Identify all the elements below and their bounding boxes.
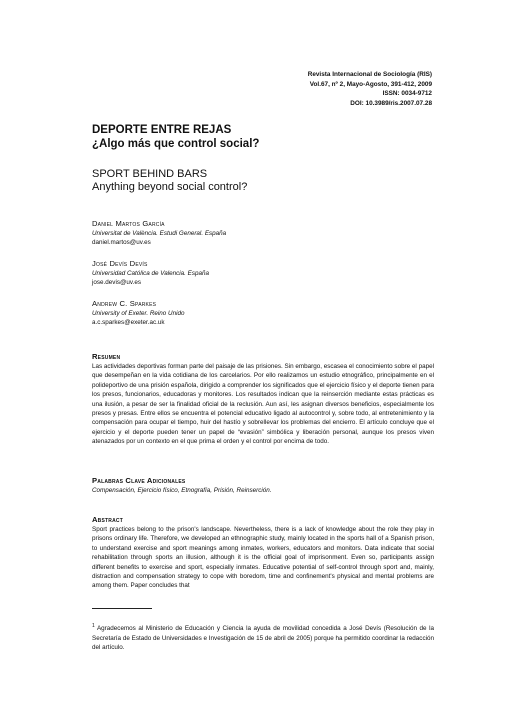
title-spanish-main: DEPORTE ENTRE REJAS — [92, 124, 232, 136]
footnote-marker: 1 — [92, 623, 95, 629]
author-entry — [92, 218, 432, 247]
author-entry — [92, 298, 432, 327]
title-english — [92, 168, 432, 194]
footnote-divider — [92, 608, 152, 609]
keywords-heading: Palabras Clave Adicionales — [92, 476, 186, 485]
resumen-heading: Resumen — [92, 352, 121, 361]
abstract-body: Sport practices belong to the prison's landscape. Nevertheless, there is a lack of knowledge about the role they play in prisons ordinary life. Therefore, we developed an ethnographic study, mainly located in the sports hall of a Spanish prison, to understand exercise and sport meanings among inmates, workers, educators and monitors. Data indicate that social rehabilitation through sports an illusion, although it is the official goal of imprisonment. Even so, participants assign different benefits to exercise and sport, especially inmates. Educative potential of self-control through sport and, mainly, distraction and compensation strategy to cope with boredom, time and confinement's physical and mental problems are among them. Paper concludes that — [92, 526, 434, 590]
keywords-body: Compensación, Ejercicio físico, Etnografía, Prisión, Reinserción. — [92, 487, 272, 494]
title-block — [92, 124, 432, 194]
abstract-section — [92, 515, 434, 591]
journal-header — [308, 70, 432, 108]
title-spanish-sub: ¿Algo más que control social? — [92, 137, 260, 150]
resumen-section — [92, 352, 434, 447]
author-entry — [92, 258, 432, 287]
journal-issn: ISSN: 0034-9712 — [382, 90, 432, 98]
author-name: José Devís Devís — [92, 259, 148, 268]
title-english-main: SPORT BEHIND BARS — [92, 168, 208, 180]
footnote-text: Agradecemos al Ministerio de Educación y Ciencia la ayuda de movilidad concedida a José Devís (Resolución de la Secretaría de Estado de Universidades e Investigación de 15 de abril de 2005) porque ha permitido coordinar la redacción del artículo. — [92, 625, 434, 652]
abstract-heading: Abstract — [92, 515, 123, 524]
author-affiliation: University of Exeter. Reino Unido — [92, 310, 185, 317]
resumen-body: Las actividades deportivas forman parte del paisaje de las prisiones. Sin embargo, escasea el conocimiento sobre el papel que desempeñan en la vida cotidiana de los carcelarios. Por ello realizamos un estudio etnográfico, principalmente en el polideportivo de una prisión española, dirigido a comprender los significados que el ejercicio físico y el deporte tienen para los presos, funcionarios, educadoras y monitores. Los resultados indican que la reinserción mediante estas prácticas es una ilusión, a pesar de ser la finalidad oficial de la reclusión. Aun así, les asignan diversos beneficios, especialmente los presos y presas. Entre ellos se encuentra el potencial educativo ligado al autocontrol y, sobre todo, al entretenimiento y la compensación para ocupar el tiempo, huir del hastío y sobrellevar los problemas del encierro. El artículo concluye que el ejercicio y el deporte pueden tener un papel de “evasión” simbólica y liberación personal, aunque los presos viven atenazados por un contexto en el que prima el orden y el control por encima de todo. — [92, 363, 434, 446]
footnote — [92, 622, 434, 653]
author-list — [92, 218, 432, 338]
journal-name: Revista Internacional de Sociología (RIS) — [307, 71, 432, 78]
author-name: Andrew C. Sparkes — [92, 299, 157, 308]
journal-volume: Vol.67, nº 2, Mayo-Agosto, 391-412, 2009 — [309, 80, 432, 88]
author-email[interactable]: daniel.martos@uv.es — [92, 239, 151, 246]
author-email[interactable]: a.c.sparkes@exeter.ac.uk — [92, 319, 165, 326]
author-affiliation: Universitat de València. Estudi General. España — [92, 230, 227, 237]
author-affiliation: Universidad Católica de Valencia. España — [92, 270, 210, 277]
keywords-section — [92, 476, 434, 495]
author-name: Daniel Martos García — [92, 219, 165, 228]
author-email[interactable]: jose.devis@uv.es — [92, 279, 141, 286]
journal-doi: DOI: 10.3989/ris.2007.07.28 — [350, 99, 432, 107]
title-spanish — [92, 124, 432, 151]
title-english-sub: Anything beyond social control? — [92, 181, 248, 193]
